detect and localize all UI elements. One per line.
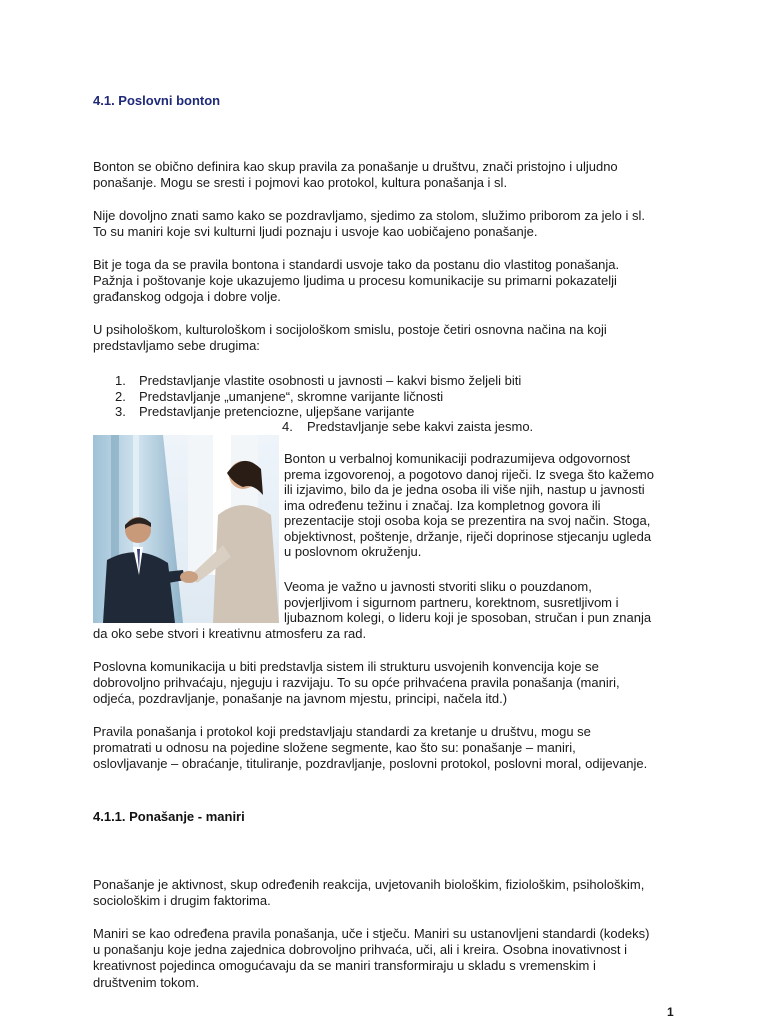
list-item: 1. Predstavljanje vlastite osobnosti u javnosti – kakvi bismo željeli biti (115, 373, 522, 388)
paragraph-1: Bonton se obično definira kao skup pravila za ponašanje u društvu, znači pristojno i uljudno ponašanje. Mogu se sresti i pojmovi kao protokol, kultura ponašanja i sl. (93, 159, 618, 191)
paragraph-8: Pravila ponašanja i protokol koji predstavljaju standardi za kretanje u društvu, mogu se promatrati u odnosu na pojedine složene segmente, kao što su: ponašanje – maniri, oslovljavanje – obraćanje, tituliranje, pozdravljanje, poslovni protokol, poslovni moral, odijevanje. (93, 724, 648, 772)
paragraph-3: Bit je toga da se pravila bontona i standardi usvoje tako da postanu dio vlastitog ponašanja. Pažnja i poštovanje koje ukazujemo ljudima u procesu komunikacije su primarni pokazatelji građanskog odgoja i dobre volje. (93, 257, 620, 305)
list-item: 3. Predstavljanje pretenciozne, uljepšane varijante (115, 404, 415, 420)
list-item: 2. Predstavljanje „umanjene“, skromne varijante ličnosti (115, 388, 444, 404)
paragraph-6-continued: da oko sebe stvori i kreativnu atmosferu za rad. (93, 626, 367, 641)
paragraph-10: Maniri se kao određena pravila ponašanja, uče i stječu. Maniri su ustanovljeni standardi (kodeks) u ponašanju koje jedna zajednica dobrovoljno prihvaća, uči, ali i kreira. Osobna inovativnost i kreativnost pojedinca omogućavaju da se maniri transformiraju u skladu s vremenskim i društvenim tokom. (93, 926, 650, 990)
paragraph-6: Veoma je važno u javnosti stvoriti sliku o pouzdanom, povjerljivom i sigurnom partneru, korektnom, susretljivom i ljubaznom kolegi, o lideru koji je sposoban, stručan i pun znanja (284, 579, 652, 625)
paragraph-2: Nije dovoljno znati samo kako se pozdravljamo, sjedimo za stolom, služimo priborom za jelo i sl. To su maniri koje svi kulturni ljudi poznaju i usvoje kao uobičajeno ponašanje. (93, 208, 646, 240)
subsection-heading: 4.1.1. Ponašanje - maniri (93, 809, 245, 824)
paragraph-7: Poslovna komunikacija u biti predstavlja sistem ili strukturu usvojenih konvencija koje se dobrovoljno prihvaćaju, njeguju i razvijaju. To su opće prihvaćena pravila ponašanja (maniri, odjeća, pozdravljanje, ponašanje na javnom mjestu, principi, načela itd.) (93, 659, 620, 707)
paragraph-9: Ponašanje je aktivnost, skup određenih reakcija, uvjetovanih biološkim, fiziološkim, psihološkim, sociološkim i drugim faktorima. (93, 877, 645, 909)
paragraph-4: U psihološkom, kulturološkom i socijološkom smislu, postoje četiri osnovna načina na koji predstavljamo sebe drugima: (93, 322, 607, 354)
numbered-list (115, 373, 521, 420)
section-heading: 4.1. Poslovni bonton (93, 93, 221, 108)
list-item-4: 4. Predstavljanje sebe kakvi zaista jesmo. (282, 419, 534, 434)
handshake-photo (93, 435, 279, 623)
page-number: 1 (667, 1005, 674, 1019)
paragraph-5: Bonton u verbalnoj komunikaciji podrazumijeva odgovornost prema izgovorenoj, a pogotovo danoj riječi. Iz svega što kažemo ili izjavimo, bilo da je jedna osoba ili više njih, nastup u javnosti ima određenu težinu i značaj. Iza kompletnog govora ili prezentacije stoji osoba koja se prezentira na svoj način. Stoga, objektivnost, poštenje, držanje, riječi doprinose stjecanju ugleda u poslovnom okruženju. (284, 451, 654, 559)
